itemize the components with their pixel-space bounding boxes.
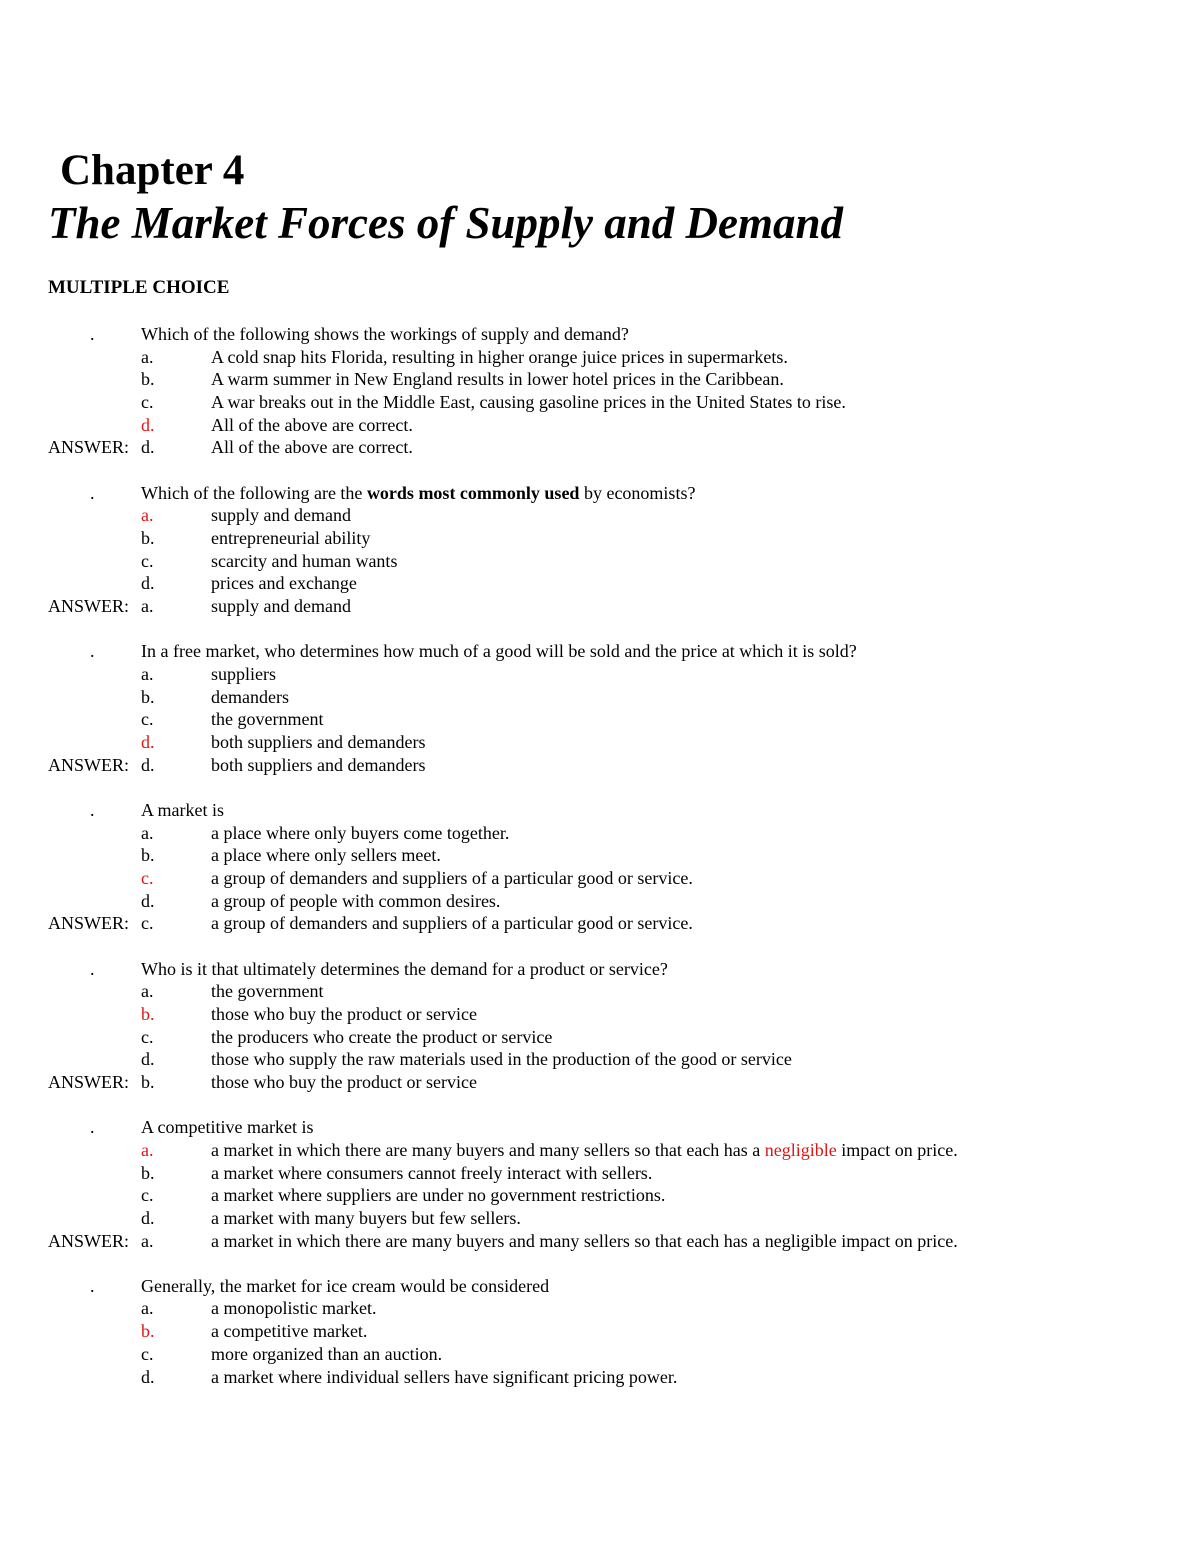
question-6 <box>0 1116 1200 1252</box>
question-list <box>0 323 1200 1411</box>
option-letter: c. <box>141 1343 154 1364</box>
option-text: a place where only buyers come together. <box>211 822 510 843</box>
option-letter: b. <box>141 369 155 390</box>
option-d <box>0 1366 1200 1389</box>
question-number: . <box>90 1275 95 1296</box>
option-letter: c. <box>141 1185 154 1206</box>
option-c <box>0 708 1200 731</box>
option-text: entrepreneurial ability <box>211 528 371 548</box>
option-c <box>0 1184 1200 1207</box>
option-text: a market where consumers cannot freely interact with sellers. <box>211 1162 653 1183</box>
option-letter-highlighted: d. <box>141 414 155 435</box>
answer-label: ANSWER: <box>48 437 129 458</box>
option-text: a monopolistic market. <box>211 1298 377 1319</box>
option-letter: a. <box>141 346 154 367</box>
question-number: . <box>90 482 95 503</box>
answer-text: a market in which there are many buyers and many sellers so that each has a negligible impact on price. <box>211 1230 958 1251</box>
option-text: prices and exchange <box>211 573 357 594</box>
question-text: A competitive market is <box>141 1117 314 1138</box>
question-number: . <box>90 641 95 662</box>
option-letter: b. <box>141 686 155 707</box>
question-stem <box>0 958 1200 981</box>
option-b <box>0 844 1200 867</box>
option-text: A cold snap hits Florida, resulting in higher orange juice prices in supermarkets. <box>211 346 788 367</box>
option-letter: b. <box>141 845 155 866</box>
option-a <box>0 1297 1200 1320</box>
option-a <box>0 504 1200 527</box>
option-text <box>211 1139 958 1162</box>
question-text: Which of the following shows the workings of supply and demand? <box>141 324 629 344</box>
option-letter: d. <box>141 573 155 594</box>
question-text: Who is it that ultimately determines the demand for a product or service? <box>141 958 668 979</box>
question-text-bold: words most commonly used <box>366 482 580 503</box>
option-b <box>0 368 1200 391</box>
option-letter: d. <box>141 1366 155 1387</box>
option-b <box>0 1162 1200 1185</box>
option-d <box>0 1207 1200 1230</box>
option-text: those who buy the product or service <box>211 1003 477 1024</box>
option-d <box>0 414 1200 437</box>
option-letter-highlighted: a. <box>141 1139 154 1160</box>
question-stem <box>0 799 1200 822</box>
option-c <box>0 391 1200 414</box>
question-stem <box>0 482 1200 505</box>
question-number: . <box>90 799 95 820</box>
answer-line <box>0 436 1200 459</box>
option-c <box>0 1026 1200 1049</box>
option-text: more organized than an auction. <box>211 1343 443 1364</box>
option-letter: a. <box>141 663 154 684</box>
answer-line <box>0 595 1200 618</box>
answer-line <box>0 1230 1200 1253</box>
answer-label: ANSWER: <box>48 1230 129 1251</box>
option-b <box>0 686 1200 709</box>
option-letter-highlighted: b. <box>141 1321 155 1342</box>
question-stem <box>0 1275 1200 1298</box>
question-3 <box>0 640 1200 776</box>
question-stem <box>0 323 1200 346</box>
option-text: the government <box>211 981 324 1002</box>
chapter-title: The Market Forces of Supply and Demand <box>48 198 844 248</box>
option-letter: c. <box>141 392 154 413</box>
option-letter-highlighted: d. <box>141 732 155 752</box>
option-text-end: impact on price. <box>836 1139 958 1160</box>
answer-text: a group of demanders and suppliers of a particular good or service. <box>211 913 693 934</box>
question-text: In a free market, who determines how much of a good will be sold and the price at which it is sold? <box>141 641 857 662</box>
option-c <box>0 1343 1200 1366</box>
option-d <box>0 890 1200 913</box>
option-letter: d. <box>141 1207 155 1228</box>
option-c <box>0 550 1200 573</box>
option-d <box>0 572 1200 595</box>
option-text: scarcity and human wants <box>211 550 398 571</box>
answer-text: supply and demand <box>211 596 351 617</box>
option-letter-highlighted: c. <box>141 867 154 888</box>
option-d <box>0 1048 1200 1071</box>
option-letter: a. <box>141 1298 154 1319</box>
answer-letter: d. <box>141 437 155 458</box>
question-stem <box>0 1116 1200 1139</box>
option-text: a market where suppliers are under no government restrictions. <box>211 1185 666 1206</box>
answer-text: those who buy the product or service <box>211 1071 477 1092</box>
question-text-end: by economists? <box>579 482 696 503</box>
answer-line <box>0 754 1200 777</box>
question-number: . <box>90 324 95 344</box>
answer-label: ANSWER: <box>48 596 129 617</box>
question-5 <box>0 958 1200 1094</box>
option-letter: c. <box>141 709 154 730</box>
option-text: the producers who create the product or service <box>211 1026 553 1047</box>
option-letter: b. <box>141 1162 155 1183</box>
option-text: A warm summer in New England results in lower hotel prices in the Caribbean. <box>211 369 784 390</box>
question-number: . <box>90 958 95 979</box>
option-text: a group of people with common desires. <box>211 890 501 911</box>
question-7 <box>0 1275 1200 1388</box>
option-text: a place where only sellers meet. <box>211 845 441 866</box>
question-1 <box>0 323 1200 459</box>
option-a <box>0 1139 1200 1162</box>
option-a <box>0 980 1200 1003</box>
section-heading: MULTIPLE CHOICE <box>48 277 230 298</box>
option-letter: b. <box>141 528 155 548</box>
option-text-highlighted: negligible <box>764 1139 837 1160</box>
option-text: demanders <box>211 686 289 707</box>
option-text: A war breaks out in the Middle East, causing gasoline prices in the United States to rise. <box>211 392 846 413</box>
question-text: Generally, the market for ice cream would be considered <box>141 1275 550 1296</box>
option-letter: a. <box>141 981 154 1002</box>
answer-line <box>0 1071 1200 1094</box>
option-text: those who supply the raw materials used in the production of the good or service <box>211 1049 792 1070</box>
answer-label: ANSWER: <box>48 754 129 775</box>
answer-letter: a. <box>141 1230 154 1251</box>
option-text: suppliers <box>211 663 276 684</box>
option-text: a competitive market. <box>211 1321 368 1342</box>
option-c <box>0 867 1200 890</box>
option-text: a market where individual sellers have significant pricing power. <box>211 1366 678 1387</box>
option-text-start: a market in which there are many buyers and many sellers so that each has a <box>211 1139 765 1160</box>
option-a <box>0 822 1200 845</box>
option-text: a market with many buyers but few sellers. <box>211 1207 521 1228</box>
answer-label: ANSWER: <box>48 1071 129 1092</box>
option-a <box>0 663 1200 686</box>
question-number: . <box>90 1117 95 1138</box>
option-letter: d. <box>141 890 155 911</box>
answer-letter: d. <box>141 754 155 775</box>
option-text: All of the above are correct. <box>211 414 413 435</box>
answer-text: both suppliers and demanders <box>211 754 426 775</box>
question-text-start: Which of the following are the <box>141 482 367 503</box>
option-text: a group of demanders and suppliers of a particular good or service. <box>211 867 693 888</box>
option-d <box>0 731 1200 754</box>
option-a <box>0 346 1200 369</box>
option-letter: c. <box>141 1026 154 1047</box>
answer-line <box>0 912 1200 935</box>
chapter-heading: Chapter 4 <box>60 147 245 194</box>
question-2 <box>0 482 1200 618</box>
option-b <box>0 527 1200 550</box>
option-text: supply and demand <box>211 505 351 526</box>
option-b <box>0 1320 1200 1343</box>
option-text: the government <box>211 709 324 730</box>
option-letter: d. <box>141 1049 155 1070</box>
option-letter: c. <box>141 550 154 571</box>
option-letter-highlighted: a. <box>141 505 154 526</box>
option-b <box>0 1003 1200 1026</box>
question-text <box>141 482 695 505</box>
question-4 <box>0 799 1200 935</box>
option-text: both suppliers and demanders <box>211 732 426 752</box>
answer-letter: c. <box>141 913 154 934</box>
answer-letter: a. <box>141 596 154 617</box>
answer-label: ANSWER: <box>48 913 129 934</box>
answer-text: All of the above are correct. <box>211 437 413 458</box>
option-letter-highlighted: b. <box>141 1003 155 1024</box>
option-letter: a. <box>141 822 154 843</box>
question-stem <box>0 640 1200 663</box>
question-text: A market is <box>141 799 224 820</box>
answer-letter: b. <box>141 1071 155 1092</box>
